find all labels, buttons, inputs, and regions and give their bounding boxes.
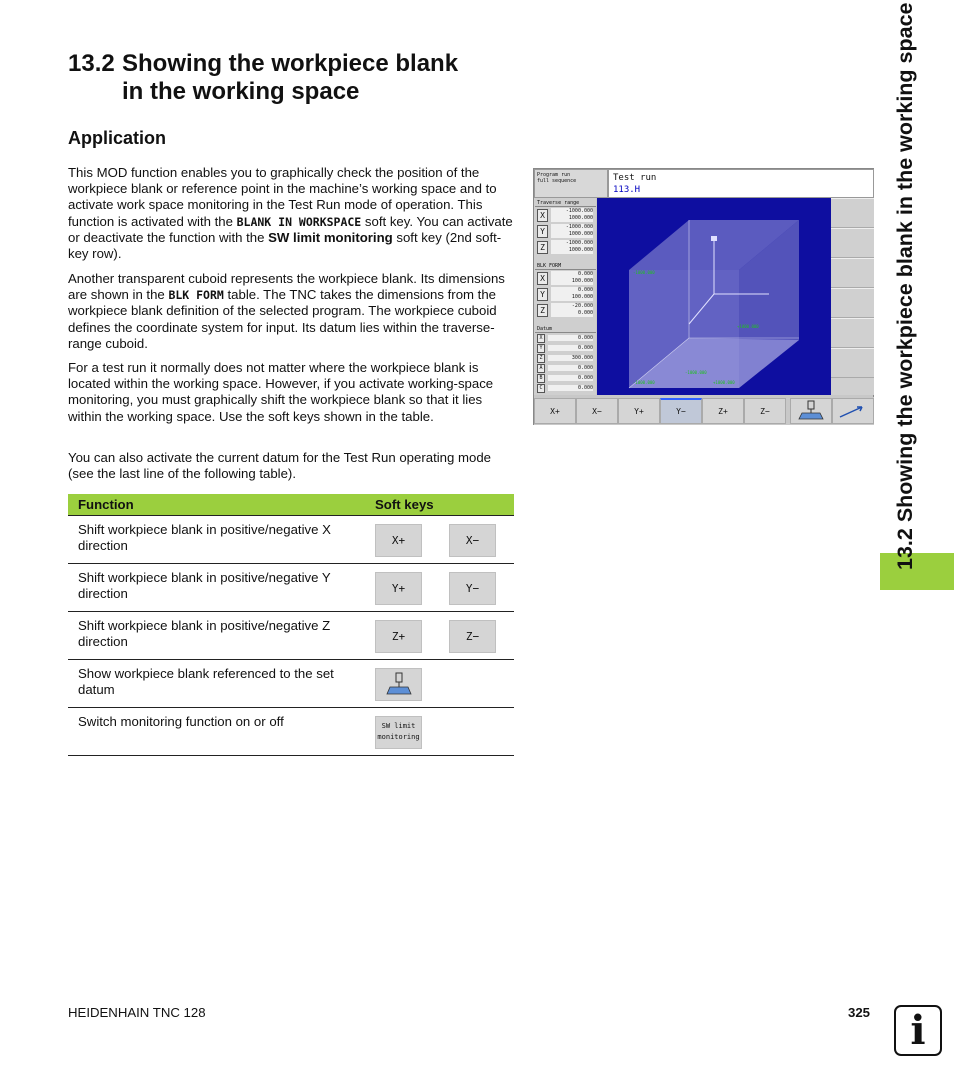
tnc-screenshot	[533, 168, 874, 425]
workspace-cube-graphic	[597, 198, 831, 395]
bar-softkey-limits	[832, 398, 874, 424]
footer-manual-title: HEIDENHAIN TNC 128	[68, 1005, 206, 1020]
subsection-title: Application	[68, 128, 166, 148]
svg-text:-1000.000: -1000.000	[633, 380, 655, 385]
bar-softkey-datum	[790, 398, 832, 424]
page-number: 325	[848, 1005, 871, 1020]
softkey-x-plus: X+	[375, 524, 422, 557]
bold-sw-limit: SW limit monitoring	[268, 229, 393, 245]
paragraph-1: This MOD function enables you to graphically check the position of the workpiece blank or reference point in the machine’s working space and to activate work space monitoring in the Test Run mode of operation. This function is activated with the BLANK IN WORKSPACE soft key. You can activate or deactivate the function with the SW limit monitoring soft key (2nd soft-key row).	[68, 165, 513, 262]
datum-group: Datum X 0.000 Y 0.000 Z 300.000 A 0.000 B 0.000 C 0.000	[535, 325, 596, 393]
bar-softkey-y-minus: Y−	[660, 398, 702, 424]
table-row: Shift workpiece blank in positive/negative X direction X+ X−	[68, 515, 514, 563]
title-line-1: Showing the workpiece blank	[122, 50, 459, 77]
softkey-z-plus: Z+	[375, 620, 422, 653]
softkey-datum	[375, 668, 422, 701]
paragraph-3: For a test run it normally does not matter where the workpiece blank is located within the working space. However, if you activate working-space monitoring, you must graphically shift the workpiece blank so that it lies within the working space. Use the soft keys shown in the table.	[68, 360, 494, 424]
title-line-2: in the working space	[122, 78, 360, 105]
bar-softkey-y-plus: Y+	[618, 398, 660, 424]
header-function: Function	[68, 494, 365, 515]
paragraph-4: You can also activate the current datum for the Test Run operating mode (see the last line of the following table).	[68, 450, 491, 482]
softkey-x-minus: X−	[449, 524, 496, 557]
softkey-bar	[534, 397, 874, 425]
section-number: 13.2	[68, 50, 115, 77]
program-header	[608, 169, 874, 198]
softkey-z-minus: Z−	[449, 620, 496, 653]
bar-softkey-x-minus: X−	[576, 398, 618, 424]
softkey-y-minus: Y−	[449, 572, 496, 605]
datum-icon	[798, 400, 824, 422]
function-table	[68, 494, 514, 756]
svg-text:-1000.000: -1000.000	[633, 270, 655, 275]
bar-softkey-z-plus: Z+	[702, 398, 744, 424]
paragraph-2: Another transparent cuboid represents the workpiece blank. Its dimensions are shown in the BLK FORM table. The TNC takes the dimensions from the workpiece blank definition of the selected program. The workpiece cuboid defines the coordinate system for input. Its datum lies within the traverse-range cuboid.	[68, 271, 505, 351]
info-icon: i	[894, 1005, 942, 1056]
header-softkeys: Soft keys	[365, 494, 514, 515]
softkey-sw-limit-monitoring: SW limit monitoring	[375, 716, 422, 749]
code-blank-in-workspace: BLANK IN WORKSPACE	[236, 214, 362, 229]
table-row: Switch monitoring function on or off SW limit monitoring	[68, 707, 514, 755]
softkey-y-plus: Y+	[375, 572, 422, 605]
svg-text:+1000.000: +1000.000	[713, 380, 735, 385]
table-row: Shift workpiece blank in positive/negative Z direction Z+ Z−	[68, 611, 514, 659]
table-row: Shift workpiece blank in positive/negative Y direction Y+ Y−	[68, 563, 514, 611]
svg-text:-1000.000: -1000.000	[685, 370, 707, 375]
code-blk-form: BLK FORM	[168, 288, 224, 303]
bar-softkey-x-plus: X+	[534, 398, 576, 424]
trend-arrow-icon	[836, 401, 870, 421]
graphics-view	[597, 198, 831, 395]
values-panel	[534, 198, 596, 395]
svg-text:+1000.000: +1000.000	[737, 324, 759, 329]
mode-indicator: Program run full sequence	[534, 169, 608, 198]
program-name: 113.H	[613, 185, 641, 195]
blk-form-group: BLK FORM X 0.000 100.000 Y 0.000 100.000 Z -20.000 0.000	[535, 262, 596, 318]
table-row: Show workpiece blank referenced to the set datum	[68, 659, 514, 707]
mode-title: Test run	[613, 173, 657, 183]
traverse-range-group: Traverse range X -1000.000 1000.000 Y -1000.000 1000.000 Z -1000.000 1000.000	[535, 199, 596, 255]
bar-softkey-z-minus: Z−	[744, 398, 786, 424]
datum-icon	[384, 670, 414, 698]
vertical-softkey-bar	[831, 198, 874, 395]
